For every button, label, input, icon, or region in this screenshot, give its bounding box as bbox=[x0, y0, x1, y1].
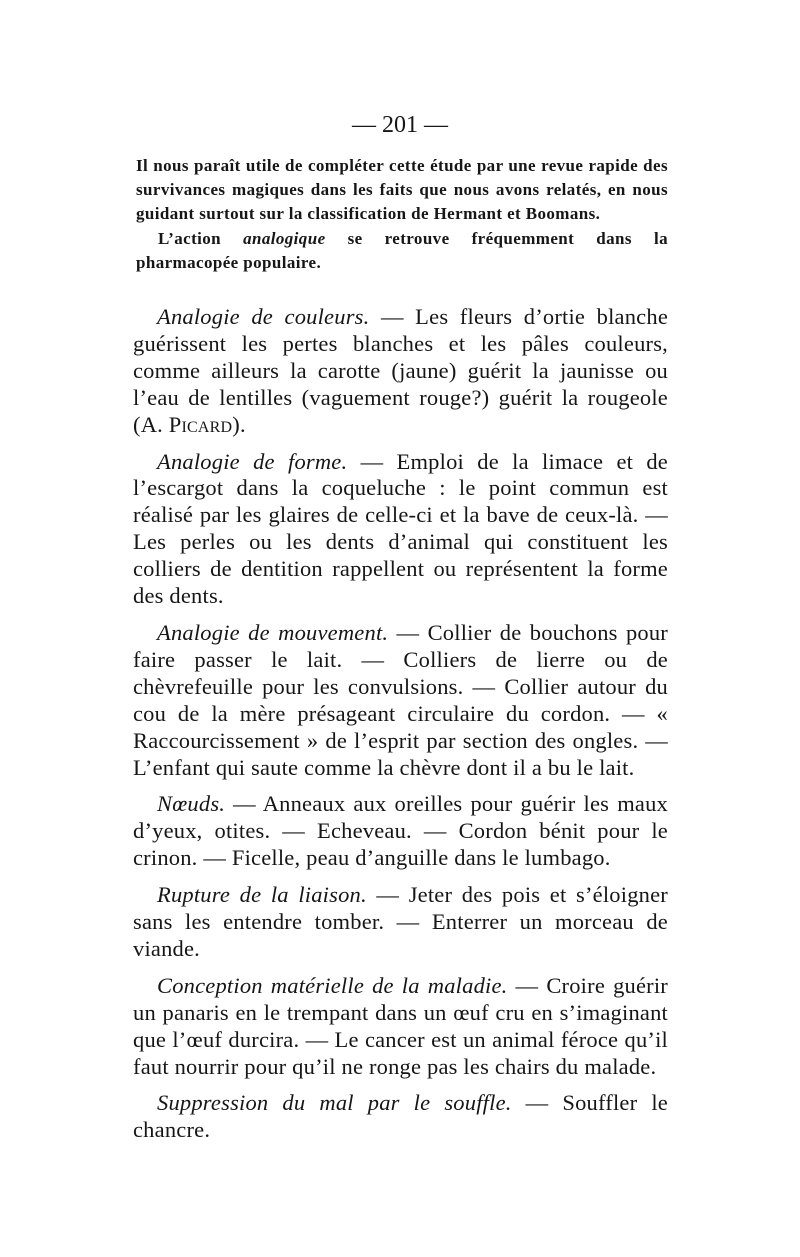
page-number: — 201 — bbox=[352, 112, 448, 138]
section-noeuds bbox=[133, 791, 668, 872]
section-heading: Rupture de la liaison. bbox=[157, 882, 367, 908]
intro-paragraph-2 bbox=[136, 227, 668, 275]
intro-emphasis: analogique bbox=[243, 228, 326, 248]
main-text bbox=[133, 304, 668, 1154]
intro-text-before: L’action bbox=[158, 228, 244, 248]
section-conception bbox=[133, 973, 668, 1081]
author-name: Picard bbox=[168, 411, 233, 437]
section-suppression bbox=[133, 1090, 668, 1144]
section-text: — Collier de bouchons pour faire passer le lait. — Colliers de lierre ou de chèvrefeuille pour les convulsions. — Collier autour du cou de la mère présageant circulaire du cordon. — « Raccourcissement » de l’esprit par section des ongles. — L’enfant qui saute comme la chèvre dont il a bu le lait. bbox=[133, 619, 668, 780]
section-mouvement bbox=[133, 620, 668, 781]
section-text: — Souffler le chancre. bbox=[133, 1090, 668, 1143]
intro-block bbox=[136, 154, 668, 275]
section-rupture bbox=[133, 882, 668, 963]
section-text: — Les fleurs d’ortie blanche guérissent les pertes blanches et les pâles couleurs, comme ailleurs la carotte (jaune) guérit la jaunisse ou l’eau de lentilles (vaguement rouge?) guérit la rougeole (A. bbox=[133, 304, 669, 437]
section-text: — Jeter des pois et s’éloigner sans les entendre tomber. — Enterrer un morceau de viande. bbox=[133, 882, 668, 961]
section-text: — Croire guérir un panaris en le trempant dans un œuf cru en s’imaginant que l’œuf durcira. — Le cancer est un animal féroce qu’il faut nourrir pour qu’il ne ronge pas les chairs du malade. bbox=[133, 972, 668, 1079]
section-text-end: ). bbox=[232, 411, 246, 437]
section-heading: Conception matérielle de la maladie. bbox=[157, 972, 508, 998]
section-heading: Analogie de mouvement. bbox=[157, 619, 389, 645]
section-couleurs bbox=[133, 304, 668, 439]
section-heading: Suppression du mal par le souffle. bbox=[157, 1090, 512, 1116]
section-heading: Analogie de couleurs. bbox=[157, 304, 370, 329]
intro-text-after: se retrouve fréquemment dans la pharmacopée populaire. bbox=[136, 228, 668, 272]
section-text: — Anneaux aux oreilles pour guérir les maux d’yeux, otites. — Echeveau. — Cordon bénit pour le crinon. — Ficelle, peau d’anguille dans le lumbago. bbox=[133, 791, 668, 871]
intro-paragraph-1: Il nous paraît utile de compléter cette étude par une revue rapide des survivances magiques dans les faits que nous avons relatés, en nous guidant surtout sur la classification de Hermant et Boomans. bbox=[136, 156, 668, 224]
section-heading: Nœuds. bbox=[157, 791, 226, 817]
section-heading: Analogie de forme. bbox=[157, 448, 348, 474]
section-forme bbox=[133, 449, 668, 610]
section-text: — Emploi de la limace et de l’escargot dans la coqueluche : le point commun est réalisé par les glaires de celle-ci et la bave de ceux-là. — Les perles ou les dents d’animal qui constituent les colliers de dentition rappellent ou représentent la forme des dents. bbox=[133, 448, 668, 609]
